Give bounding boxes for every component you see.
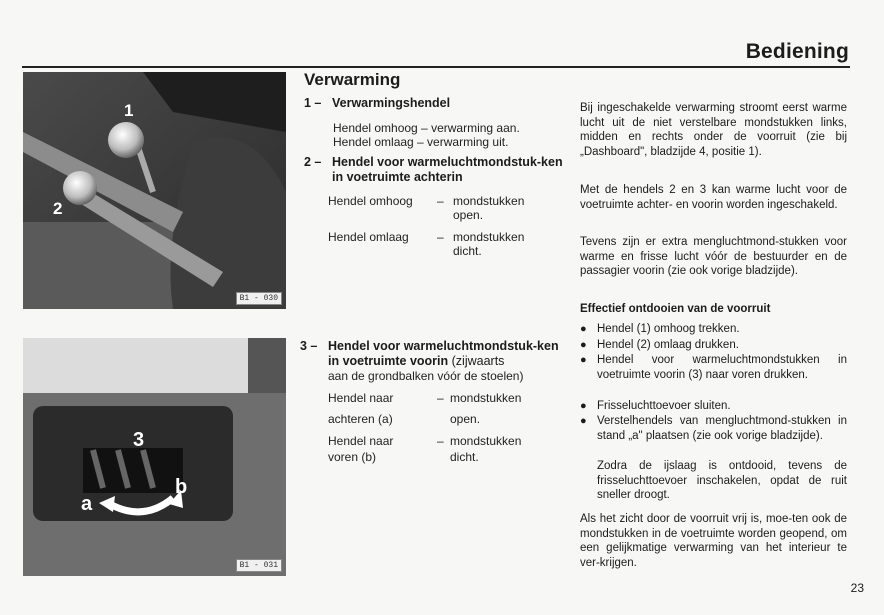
item-3-heading bbox=[300, 339, 568, 369]
item-1-heading bbox=[304, 96, 564, 111]
item-3-row-right: open. bbox=[450, 412, 481, 426]
bullet-item: ● Hendel (2) omlaag drukken. bbox=[580, 339, 739, 351]
item-2-title: Hendel voor warmeluchtmondstuk-ken in voetruimte achterin bbox=[332, 155, 563, 184]
item-2-row-dash: – bbox=[437, 194, 444, 208]
item-3-row-left: Hendel naar bbox=[328, 391, 394, 405]
item-2-row-right: mondstukken bbox=[453, 194, 525, 208]
callout-3-label: 3 bbox=[133, 429, 145, 451]
item-2-row-left: Hendel omhoog bbox=[328, 194, 413, 208]
item-2-row-right: mondstukken bbox=[453, 230, 525, 244]
paragraph: Bij ingeschakelde verwarming stroomt eerst warme lucht uit de niet verstelbare mondstukken links, midden en rechts onder de voorruit (zie bij „Dashboard", bladzijde 4, positie 1). bbox=[580, 102, 847, 158]
callout-2-label: 2 bbox=[53, 199, 63, 218]
item-2-heading bbox=[304, 155, 569, 185]
bullet-continuation: Zodra de ijslaag is ontdooid, tevens de frisseluchttoevoer inschakelen, opdat de ruit sneller droogt. bbox=[597, 460, 847, 501]
callout-a-label: a bbox=[81, 493, 93, 515]
item-3-line: aan de grondbalken vóór de stoelen) bbox=[328, 369, 524, 383]
item-3-row-right: mondstukken bbox=[450, 391, 522, 405]
paragraph: Tevens zijn er extra mengluchtmond-stukken voor warme en frisse lucht vóór de bestuurder en de passagier voorin (zie ook vorige bladzijde). bbox=[580, 236, 847, 277]
header-rule bbox=[22, 66, 850, 68]
photo-code: B1 - 031 bbox=[236, 559, 282, 572]
callout-b-label: b bbox=[175, 476, 188, 498]
callout-1-label: 1 bbox=[124, 101, 134, 120]
section-title: Verwarming bbox=[304, 70, 401, 89]
item-3-row-left: achteren (a) bbox=[328, 412, 393, 426]
bullet-item: ● Hendel (1) omhoog trekken. bbox=[580, 323, 740, 335]
item-3-title bbox=[328, 339, 568, 369]
item-3-row-left: Hendel naar bbox=[328, 434, 394, 448]
bullet-item: ● Frisseluchttoevoer sluiten. bbox=[580, 400, 731, 412]
item-3-row-right: mondstukken bbox=[450, 434, 522, 448]
item-2-row-right: dicht. bbox=[453, 244, 482, 258]
item-3-row-right: dicht. bbox=[450, 450, 479, 464]
page-number: 23 bbox=[850, 581, 864, 595]
item-3-row-dash: – bbox=[437, 434, 444, 448]
page-header-title: Bediening bbox=[745, 40, 849, 63]
item-3-row-dash: – bbox=[437, 391, 444, 405]
paragraph: Met de hendels 2 en 3 kan warme lucht voor de voetruimte achter- en voorin worden ingeschakeld. bbox=[580, 184, 847, 211]
defrost-subheading: Effectief ontdooien van de voorruit bbox=[580, 303, 771, 315]
item-2-row-right: open. bbox=[453, 208, 484, 222]
item-3-row-left: voren (b) bbox=[328, 450, 377, 464]
item-2-row-dash: – bbox=[437, 230, 444, 244]
paragraph: Als het zicht door de voorruit vrij is, moe-ten ook de mondstukken in de voetruimte worden geopend, om een gelijkmatige verwarming van het interieur te ver-krijgen. bbox=[580, 513, 847, 569]
item-2-row-left: Hendel omlaag bbox=[328, 230, 409, 244]
item-3-number: 3 – bbox=[300, 339, 318, 353]
item-1-line: Hendel omlaag – verwarming uit. bbox=[333, 135, 509, 149]
photo-heater-levers bbox=[23, 72, 286, 309]
photo-code: B1 - 030 bbox=[236, 292, 282, 305]
item-3-title-suffix: (zijwaarts bbox=[451, 354, 505, 368]
item-1-number: 1 – bbox=[304, 96, 322, 110]
bullet-item: ● Verstelhendels van mengluchtmond-stukken in stand „a" plaatsen (zie ook vorige bladzijde). bbox=[580, 415, 847, 442]
bullet-item: ● Hendel voor warmeluchtmondstukken in voetruimte voorin (3) naar voren drukken. bbox=[580, 354, 847, 381]
photo-footwell-lever bbox=[23, 338, 286, 576]
item-2-number: 2 – bbox=[304, 155, 322, 169]
item-1-line: Hendel omhoog – verwarming aan. bbox=[333, 121, 520, 135]
item-3-title-bold: Hendel voor warmeluchtmondstuk-ken in voetruimte voorin bbox=[328, 339, 559, 368]
item-1-title: Verwarmingshendel bbox=[332, 96, 451, 110]
